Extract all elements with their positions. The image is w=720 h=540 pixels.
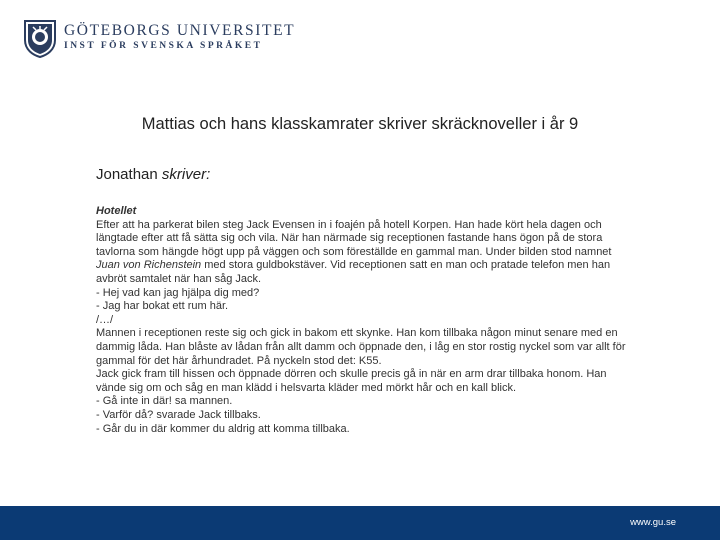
story-heading: Hotellet — [96, 205, 137, 217]
story-paragraph: Jack gick fram till hissen och öppnade dörren och skulle precis gå in när en arm drar tillbaka honom. Han vände sig om och såg en man klädd i helsvarta kläder med mörkt hår och en kall blick. — [96, 368, 607, 394]
university-name: GÖTEBORGS UNIVERSITET — [64, 22, 296, 39]
dialogue-line: - Gå inte in där! sa mannen. — [96, 395, 233, 408]
paragraph-text: med stora guldbokstäver. Vid receptionen satt en man och pratade telefon men han avbröt samtalet när han såg Jack. — [96, 259, 611, 285]
dialogue-line: - Hej vad kan jag hjälpa dig med? — [96, 286, 260, 299]
footer-bar — [0, 506, 720, 540]
dialogue-line: - Går du in där kommer du aldrig att komma tillbaka. — [96, 422, 350, 435]
dialogue-line: - Jag har bokat ett rum här. — [96, 300, 229, 313]
portrait-name: Juan von Richenstein — [96, 259, 202, 272]
dialogue-line: - Varför då? svarade Jack tillbaks. — [96, 408, 261, 421]
footer-url[interactable]: www.gu.se — [630, 517, 676, 528]
subtitle-verb: skriver: — [157, 166, 211, 183]
author-name: Jonathan — [96, 166, 158, 183]
department-name: INST FÖR SVENSKA SPRÅKET — [64, 41, 263, 51]
story-paragraph — [96, 219, 626, 287]
university-seal-icon — [22, 18, 58, 58]
slide-title: Mattias och hans klasskamrater skriver skräcknoveller i år 9 — [141, 115, 579, 133]
slide-subtitle — [96, 166, 210, 183]
story-text — [96, 205, 626, 436]
paragraph-text: Efter att ha parkerat bilen steg Jack Evensen in i foajén på hotell Korpen. Han hade kört hela dagen och längtade efter att få sätta sig och vila. När han närmade sig receptionen fastande hans ögon på de stora tavlorna som hängde högt upp på väggen och som föreställde en gammal man. Under bilden stod namnet — [96, 218, 612, 258]
omission-marker: /…/ — [96, 313, 114, 326]
story-paragraph: Mannen i receptionen reste sig och gick in bakom ett skynke. Han kom tillbaka någon minut senare med en dammig låda. Han blåste av lådan från allt damm och öppnade den, i låg en stor rostig nyckel som var allt för gammal för det här århundradet. På nyckeln stod det: K55. — [96, 327, 626, 367]
